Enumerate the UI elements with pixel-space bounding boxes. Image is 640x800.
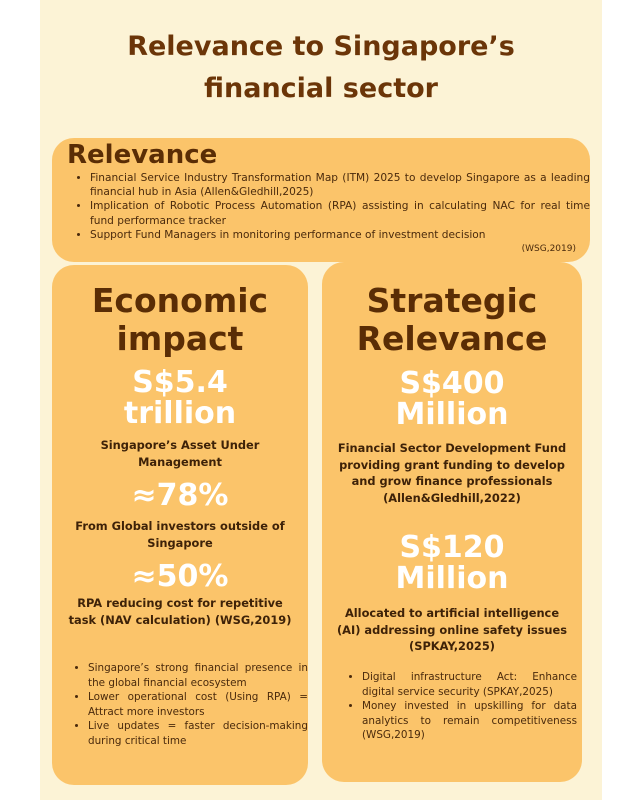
development-fund-stat: [322, 368, 582, 430]
economic-heading-line-2: impact: [116, 319, 244, 358]
relevance-heading: Relevance: [67, 140, 218, 170]
rpa-cost-description-line-1: RPA reducing cost for repetitive: [77, 596, 283, 610]
development-fund-description-line-1: Financial Sector Development Fund: [337, 441, 567, 455]
aum-description: [62, 437, 298, 470]
aum-stat-line-2: trillion: [123, 396, 237, 431]
list-item: • Support Fund Managers in monitoring performance of investment decision: [90, 228, 590, 242]
list-item: • Digital infrastructure Act: Enhance digital service security (SPKAY,2025): [362, 670, 577, 699]
ai-funding-description: [332, 605, 572, 655]
economic-list: [76, 661, 308, 749]
list-item: • Implication of Robotic Process Automation (RPA) assisting in calculating NAC for real time fund performance tracker: [90, 199, 590, 227]
ai-funding-description-line-1: Allocated to artificial intelligence: [344, 606, 560, 620]
aum-description-line-2: Management: [138, 454, 222, 469]
ai-funding-description-line-3: (SPKAY,2025): [409, 639, 495, 653]
global-investors-description: [62, 518, 298, 551]
rpa-cost-description-line-2: task (NAV calculation) (WSG,2019): [68, 612, 292, 627]
global-investors-description-line-2: Singapore: [147, 535, 213, 550]
economic-heading-line-1: Economic: [91, 281, 269, 320]
development-fund-description-line-3: and grow finance professionals: [351, 474, 553, 488]
ai-funding-description-line-2: (AI) addressing online safety issues: [336, 622, 568, 637]
title-line-1: Relevance to Singapore’s: [127, 31, 515, 62]
aum-description-line-1: Singapore’s Asset Under: [100, 438, 260, 452]
list-item: • Financial Service Industry Transformation Map (ITM) 2025 to develop Singapore as a leading financial hub in Asia (Allen&Gledhill,2025): [90, 171, 590, 199]
development-fund-description-line-4: (Allen&Gledhill,2022): [383, 490, 521, 505]
global-investors-description-line-1: From Global investors outside of: [75, 519, 285, 533]
strategic-heading-line-2: Relevance: [356, 319, 548, 358]
page-title: [40, 26, 602, 110]
aum-stat: [52, 367, 308, 429]
global-investors-stat: ≈78%: [131, 478, 229, 513]
strategic-heading: [322, 282, 582, 358]
ai-funding-stat-line-2: Million: [395, 561, 509, 596]
relevance-list: [78, 171, 590, 242]
economic-heading: [52, 282, 308, 358]
list-item: • Money invested in upskilling for data analytics to remain competitiveness (WSG,2019): [362, 699, 577, 743]
economic-impact-card: [52, 265, 308, 785]
strategic-heading-line-1: Strategic: [366, 281, 538, 320]
rpa-cost-stat: ≈50%: [131, 559, 229, 594]
rpa-cost-description: [62, 595, 298, 628]
relevance-citation: (WSG,2019): [521, 244, 576, 254]
infographic-page: [40, 0, 602, 800]
development-fund-stat-line-2: Million: [395, 397, 509, 432]
strategic-list: [350, 670, 577, 743]
aum-stat-line-1: S$5.4: [132, 365, 228, 400]
development-fund-description: [332, 440, 572, 506]
list-item: • Singapore’s strong financial presence in the global financial ecosystem: [88, 661, 308, 690]
list-item: • Lower operational cost (Using RPA) = Attract more investors: [88, 690, 308, 719]
title-line-2: financial sector: [204, 73, 438, 104]
ai-funding-stat-line-1: S$120: [399, 530, 505, 565]
relevance-card: [52, 138, 590, 262]
development-fund-description-line-2: providing grant funding to develop: [339, 457, 565, 472]
development-fund-stat-line-1: S$400: [399, 366, 505, 401]
ai-funding-stat: [322, 532, 582, 594]
strategic-relevance-card: [322, 262, 582, 782]
list-item: • Live updates = faster decision-making during critical time: [88, 719, 308, 748]
